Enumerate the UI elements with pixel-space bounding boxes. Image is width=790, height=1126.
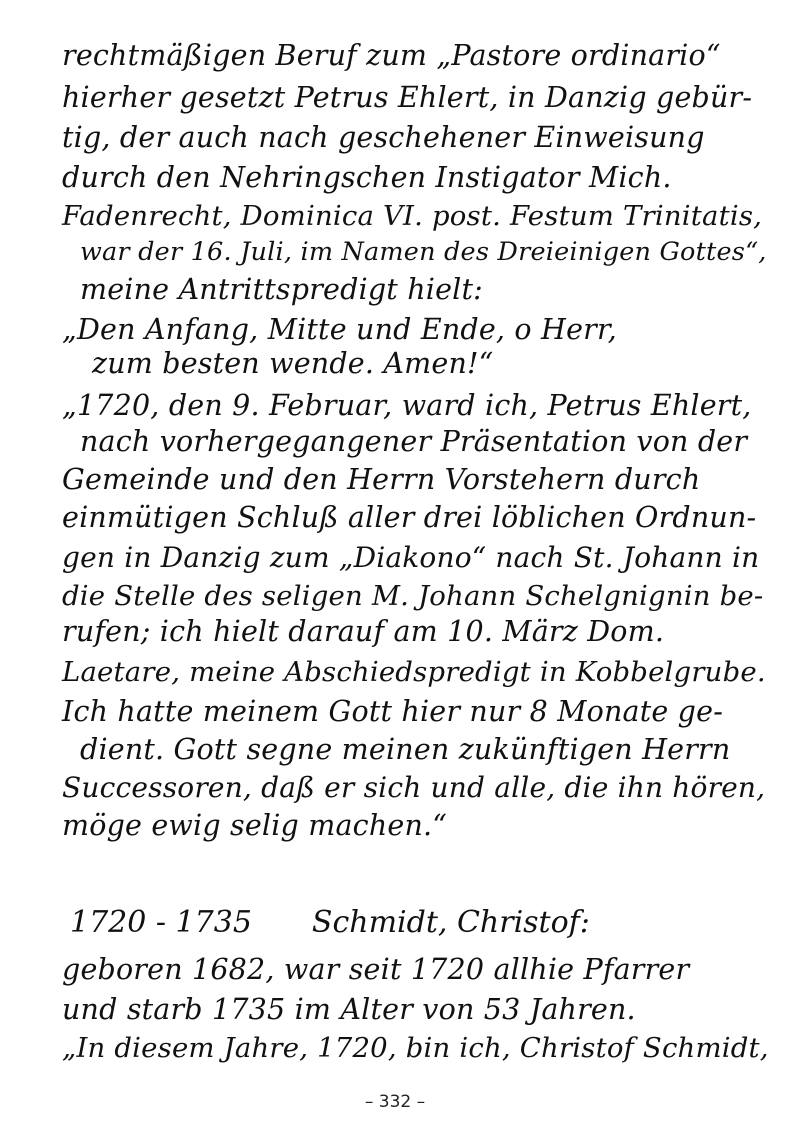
text-line-15: die Stelle des seligen M. Johann Schelgnignin be-: [62, 580, 764, 612]
text-line-7: meine Antrittspredigt hielt:: [80, 273, 483, 306]
section-line-1: geboren 1682, war seit 1720 allhie Pfarrer: [62, 953, 690, 986]
text-line-21: möge ewig selig machen.“: [62, 809, 448, 842]
text-line-5: Fadenrecht, Dominica VI. post. Festum Trinitatis,: [62, 200, 763, 232]
page-number: – 332 –: [364, 1092, 426, 1112]
section-years: 1720 - 1735: [70, 905, 252, 940]
text-line-11: nach vorhergegangener Präsentation von der: [80, 425, 748, 458]
text-line-19: dient. Gott segne meinen zukünftigen Herrn: [80, 733, 731, 766]
text-line-16: rufen; ich hielt darauf am 10. März Dom.: [62, 615, 665, 648]
text-line-9: zum besten wende. Amen!“: [92, 347, 494, 380]
text-line-10: „1720, den 9. Februar, ward ich, Petrus Ehlert,: [62, 389, 752, 422]
text-line-2: hierher gesetzt Petrus Ehlert, in Danzig gebür-: [62, 81, 753, 114]
section-line-2: und starb 1735 im Alter von 53 Jahren.: [62, 993, 636, 1026]
text-line-12: Gemeinde und den Herrn Vorstehern durch: [62, 463, 701, 496]
text-line-6: war der 16. Juli, im Namen des Dreieinigen Gottes“,: [80, 237, 767, 267]
text-line-1: rechtmäßigen Beruf zum „Pastore ordinario“: [62, 39, 721, 72]
text-line-14: gen in Danzig zum „Diakono“ nach St. Johann in: [62, 541, 760, 574]
text-line-3: tig, der auch nach geschehener Einweisung: [62, 121, 705, 154]
section-name: Schmidt, Christof:: [311, 905, 590, 940]
text-line-20: Successoren, daß er sich und alle, die ihn hören,: [62, 771, 766, 804]
text-line-17: Laetare, meine Abschiedspredigt in Kobbelgrube.: [62, 656, 766, 688]
text-line-18: Ich hatte meinem Gott hier nur 8 Monate ge-: [62, 695, 724, 728]
section-line-3: „In diesem Jahre, 1720, bin ich, Christof Schmidt,: [62, 1032, 769, 1064]
text-line-13: einmütigen Schluß aller drei löblichen Ordnun-: [62, 501, 757, 534]
text-line-4: durch den Nehringschen Instigator Mich.: [62, 161, 672, 194]
text-line-8: „Den Anfang, Mitte und Ende, o Herr,: [62, 313, 617, 346]
section-heading: [70, 904, 590, 942]
